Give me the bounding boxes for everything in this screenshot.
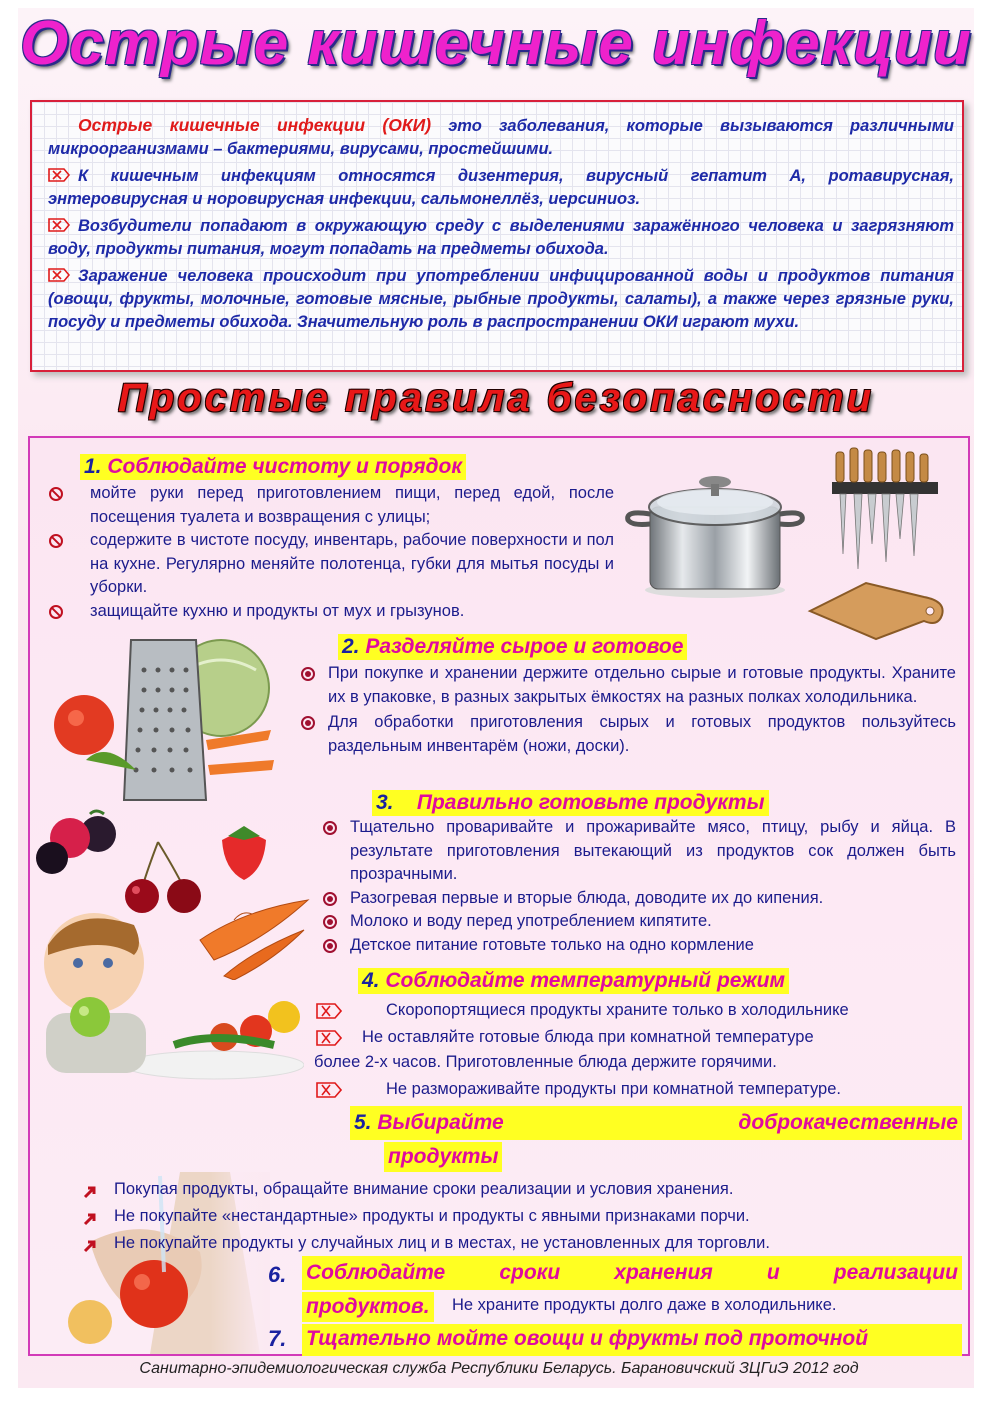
prohibited-icon — [48, 604, 64, 628]
list-item — [320, 910, 956, 934]
poster-title: Острые кишечные инфекции — [20, 9, 972, 78]
rule-2-header — [338, 634, 687, 660]
rule-3-item-1: Тщательно проваривайте и прожаривайте мясо, птицу, рыбу и яйца. В результате приготовления вытекающий из продуктов сок должен быть прозрачными. — [350, 818, 956, 883]
rule-1-item-1: мойте руки перед приготовлением пищи, перед едой, после посещения туалета и возвращения с улицы; — [90, 484, 614, 526]
rule-4-number: 4. — [362, 969, 380, 992]
envelope-x-icon — [48, 168, 70, 182]
list-item — [314, 1077, 964, 1102]
strawberry-image — [214, 822, 274, 882]
rule-1-number: 1. — [84, 455, 102, 478]
rule-6-number: 6. — [268, 1262, 287, 1287]
rule-6-header — [302, 1256, 962, 1290]
rule-4-item-1: Скоропортящиеся продукты храните только в холодильнике — [386, 1001, 849, 1019]
rule-5-header — [350, 1106, 962, 1140]
rule-6-word-4: и — [766, 1261, 780, 1284]
rule-7-number-box — [268, 1326, 286, 1352]
rule-5-number: 5. — [354, 1111, 372, 1134]
list-item — [80, 1230, 960, 1257]
list-item — [80, 1176, 960, 1203]
rule-3-number: 3. — [376, 791, 394, 814]
rule-1-title: Соблюдайте чистоту и порядок — [101, 455, 463, 478]
rule-3-item-2: Разогревая первые и вторые блюда, доводите их до кипения. — [350, 888, 824, 907]
intro-paragraph-1 — [48, 165, 954, 211]
envelope-x-icon — [48, 218, 70, 232]
intro-paragraph-2-text: Возбудители попадают в окружающую среду с выделениями заражённого человека и загрязняют воду, продукты питания, могут попадать на предметы обихода. — [48, 217, 954, 258]
rule-5-title-b: доброкачественные — [738, 1111, 958, 1134]
rule-6-word-1: Соблюдайте — [306, 1261, 446, 1284]
rule-5-title-a: Выбирайте — [371, 1111, 504, 1134]
rule-3-title: Правильно готовьте продукты — [393, 791, 765, 814]
knife-rack-image — [822, 444, 942, 574]
rule-5-header-line-2 — [384, 1142, 502, 1172]
rule-7-number: 7. — [268, 1326, 287, 1351]
rule-5-item-3: Не покупайте продукты у случайных лиц и в местах, не установленных для торговли. — [114, 1234, 770, 1252]
list-item — [298, 711, 956, 758]
rule-5-title-c: продукты — [388, 1145, 499, 1168]
list-item — [44, 529, 614, 600]
rule-6-word-2: сроки — [499, 1261, 561, 1284]
rule-1-item-3: защищайте кухню и продукты от мух и грызунов. — [90, 601, 465, 620]
rule-6-word-3: хранения — [614, 1261, 713, 1284]
rule-2-title: Разделяйте сырое и готовое — [359, 635, 684, 658]
rule-2-item-2: Для обработки приготовления сырых и готовых продуктов пользуйтесь раздельным инвентарём (ножи, доски). — [328, 713, 956, 755]
rule-3-header — [372, 790, 769, 816]
intro-paragraph-2 — [48, 215, 954, 261]
intro-box — [30, 100, 964, 372]
rule-1-list — [44, 482, 614, 623]
rule-6-text: Не храните продукты долго даже в холодильнике. — [452, 1296, 837, 1314]
rule-7-title: Тщательно мойте овощи и фрукты под проточной — [306, 1327, 869, 1350]
list-item — [298, 662, 956, 709]
rule-2-item-1: При покупке и хранении держите отдельно сырые и готовые продукты. Храните их в упаковке, в разных закрытых ёмкостях на разных полках холодильника. — [328, 664, 956, 706]
rule-6-word-5: реализации — [833, 1261, 958, 1284]
prohibited-icon — [48, 533, 64, 557]
radio-button-icon — [300, 666, 318, 690]
radio-button-icon — [322, 938, 340, 962]
cooking-pot-image — [620, 462, 810, 602]
list-item — [320, 816, 956, 887]
rule-5-item-1: Покупая продукты, обращайте внимание сроки реализации и условия хранения. — [114, 1180, 734, 1198]
list-item-continuation — [314, 1050, 964, 1075]
list-item — [44, 600, 614, 624]
vegetables-grater-image — [46, 630, 276, 820]
rule-4-item-2: Не оставляйте готовые блюда при комнатной температуре — [362, 1028, 814, 1046]
rule-4-list — [314, 998, 964, 1102]
intro-paragraph-1-text: К кишечным инфекциям относятся дизентерия, вирусный гепатит А, ротавирусная, энтеровирусная и норовирусная инфекции, сальмонеллёз, иерсиниоз. — [48, 167, 954, 208]
footer-credit: Санитарно-эпидемиологическая служба Республики Беларусь. Барановичский ЗЦГиЭ 2012 год — [139, 1360, 859, 1377]
list-item — [80, 1203, 960, 1230]
berries-image — [30, 808, 130, 878]
arrow-up-right-icon — [82, 1236, 98, 1263]
envelope-x-icon — [316, 1081, 342, 1106]
rule-6-header-line-2 — [302, 1292, 434, 1322]
intro-paragraph-3-text: Заражение человека происходит при употреблении инфицированной воды и продуктов питания (овощи, фрукты, молочные, готовые мясные, рыбные продукты, салаты), а также через грязные руки, посуду и предметы обихода. Значительную роль в распространении ОКИ играют мухи. — [48, 267, 954, 331]
rule-4-item-3: Не размораживайте продукты при комнатной температуре. — [386, 1080, 841, 1098]
radio-button-icon — [300, 715, 318, 739]
list-item — [320, 887, 956, 911]
intro-lead-emphasis: Острые кишечные инфекции (ОКИ) — [78, 115, 432, 135]
rule-1-item-2: содержите в чистоте посуду, инвентарь, рабочие поверхности и пол на кухне. Регулярно меняйте полотенца, губки для мытья посуды и уборки. — [90, 531, 614, 596]
rule-3-list — [320, 816, 956, 957]
envelope-x-icon — [316, 1002, 342, 1027]
rule-6-title-end: продуктов. — [306, 1295, 430, 1318]
rule-4-item-2-continued: более 2-х часов. Приготовленные блюда держите горячими. — [314, 1053, 777, 1071]
intro-paragraph-3 — [48, 265, 954, 334]
rule-7-header — [302, 1324, 962, 1356]
rule-6-number-box — [268, 1262, 286, 1288]
list-item — [320, 934, 956, 958]
safety-rules-title: Простые правила безопасности — [117, 376, 874, 420]
list-item — [314, 998, 964, 1023]
envelope-x-icon — [48, 268, 70, 282]
intro-lead — [48, 114, 954, 161]
radio-button-icon — [322, 820, 340, 844]
list-item — [44, 482, 614, 529]
rule-5-list — [80, 1176, 960, 1257]
intro-lead-text: это заболевания, которые вызываются различными микроорганизмами – бактериями, вирусами, простейшими. — [48, 117, 954, 158]
prohibited-icon — [48, 486, 64, 510]
child-eating-apple-image — [34, 905, 304, 1080]
rule-2-number: 2. — [342, 635, 360, 658]
rule-1-header — [80, 454, 466, 480]
rule-4-header — [358, 968, 789, 994]
rule-5-title-left — [354, 1110, 504, 1136]
rule-3-item-3: Молоко и воду перед употреблением кипятите. — [350, 912, 712, 930]
rule-5-item-2: Не покупайте «нестандартные» продукты и продукты с явными признаками порчи. — [114, 1207, 750, 1225]
rule-3-item-4: Детское питание готовьте только на одно кормление — [350, 935, 754, 954]
rule-2-list — [298, 662, 956, 758]
rule-4-title: Соблюдайте температурный режим — [379, 969, 786, 992]
cutting-board-image — [806, 575, 948, 645]
list-item — [314, 1025, 964, 1050]
